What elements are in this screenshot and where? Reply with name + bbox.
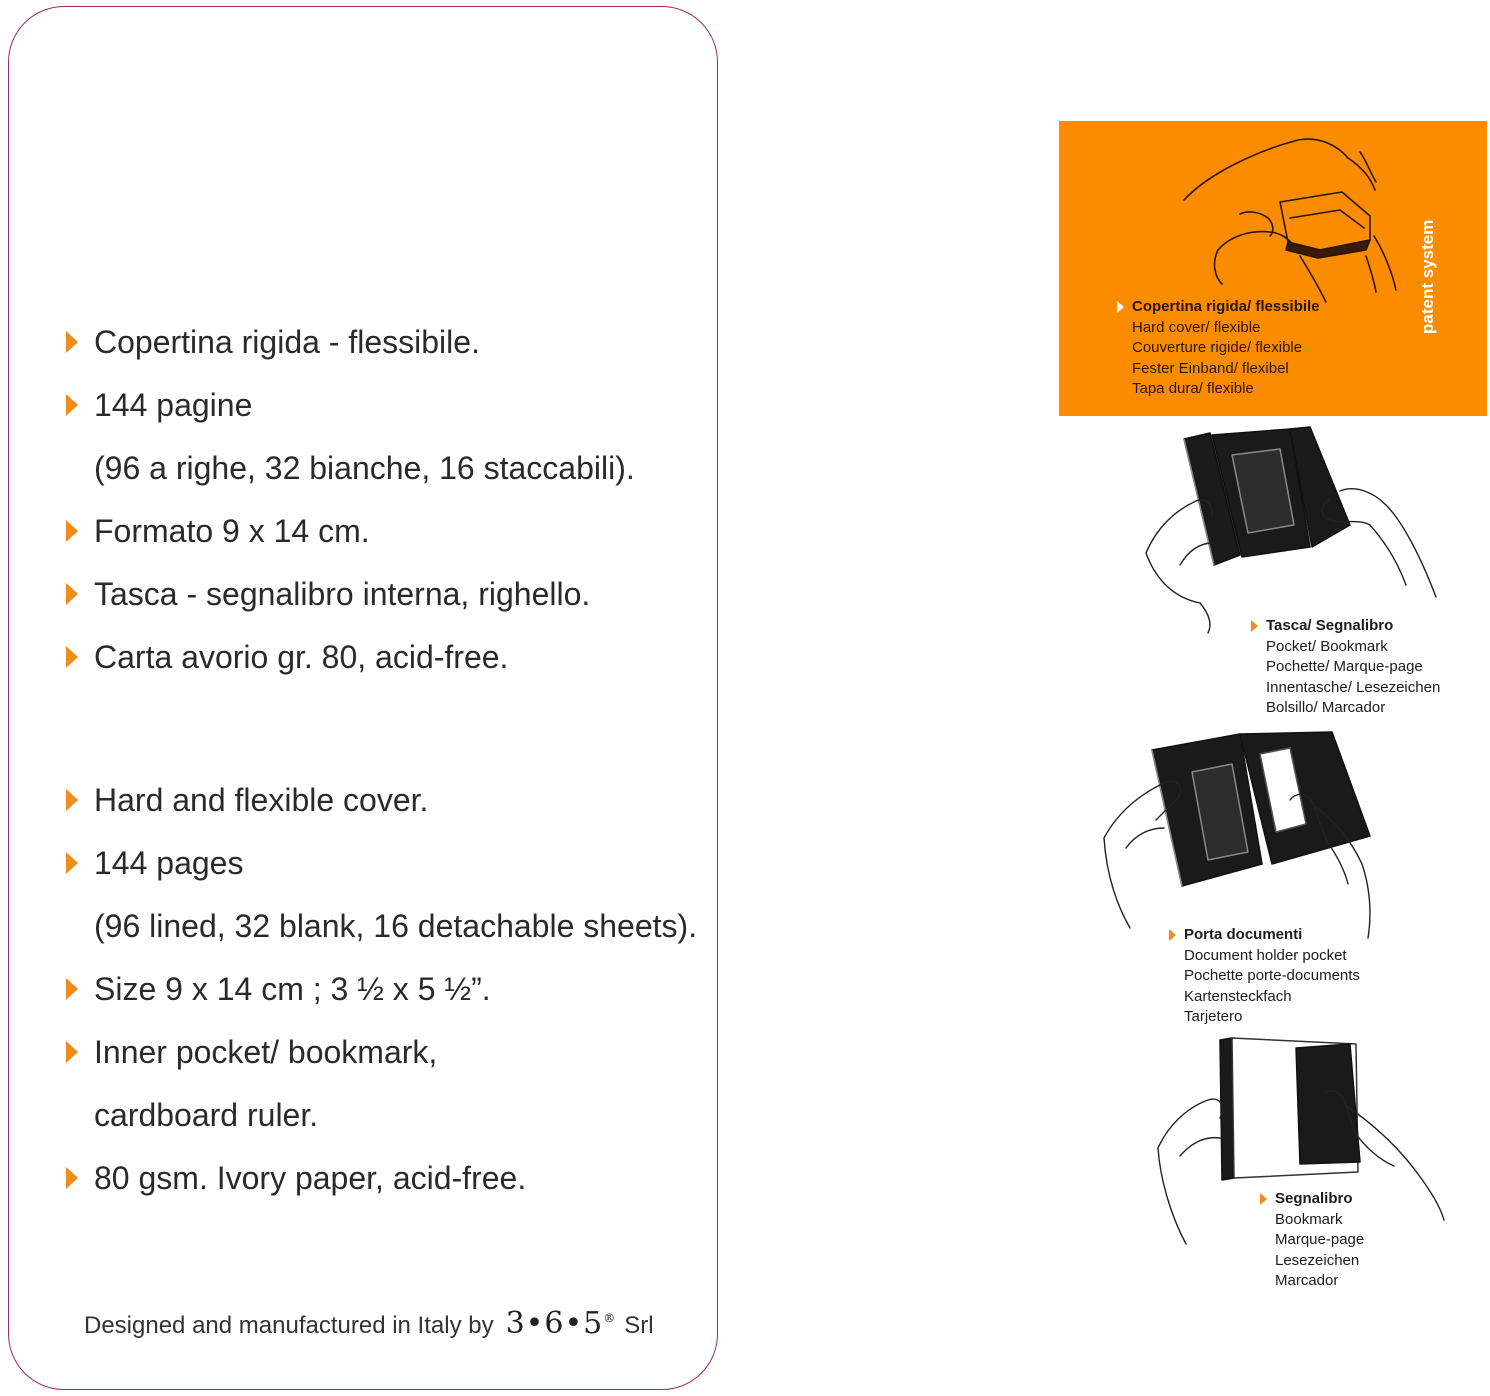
- bullet-arrow-icon: [66, 646, 78, 668]
- pocket-caption-line: Bolsillo/ Marcador: [1266, 699, 1386, 716]
- cover-caption-line: Fester Einband/ flexibel: [1132, 359, 1289, 377]
- cover-heading-text: Copertina rigida/ flessibile: [1132, 298, 1320, 315]
- bullet-arrow-icon: [66, 331, 78, 353]
- spec-item: [60, 374, 700, 437]
- bookmark-caption: [1275, 1189, 1364, 1292]
- documents-caption-line: Tarjetero: [1184, 1008, 1243, 1025]
- spec-item-text: Formato 9 x 14 cm.: [94, 513, 370, 549]
- documents-caption-line: Kartensteckfach: [1184, 987, 1292, 1005]
- documents-caption-line: Pochette porte-documents: [1184, 967, 1360, 984]
- spec-item: [60, 311, 700, 374]
- spec-item: [60, 1021, 700, 1084]
- hands-document-holder-illustration: [1100, 728, 1380, 943]
- spec-item-text: Tasca - segnalibro interna, righello.: [94, 576, 591, 612]
- cover-caption-line: Couverture rigide/ flexible: [1132, 339, 1303, 356]
- bookmark-heading-text: Segnalibro: [1275, 1190, 1353, 1207]
- bookmark-caption-line: Bookmark: [1275, 1210, 1343, 1228]
- cover-caption-line: Tapa dura/ flexible: [1132, 380, 1254, 397]
- bullet-arrow-icon: [66, 520, 78, 542]
- documents-caption: [1184, 925, 1360, 1028]
- bookmark-caption-line: Lesezeichen: [1275, 1251, 1360, 1269]
- spec-item-text: (96 a righe, 32 bianche, 16 staccabili).: [94, 450, 635, 486]
- bullet-arrow-icon: [66, 978, 78, 1000]
- spec-item: [60, 958, 700, 1021]
- spec-item-text: Copertina rigida - flessibile.: [94, 324, 480, 360]
- spec-item-text: Inner pocket/ bookmark,: [94, 1034, 438, 1070]
- cover-caption: [1132, 297, 1320, 400]
- brand-logo: [506, 1306, 617, 1341]
- bullet-arrow-icon: [66, 1041, 78, 1063]
- bullet-arrow-icon: [66, 394, 78, 416]
- spec-item-text: Size 9 x 14 cm ; 3 ½ x 5 ½”.: [94, 971, 491, 1007]
- spec-list-english: [60, 769, 700, 1210]
- registered-mark: ®: [603, 1311, 617, 1325]
- bullet-arrow-icon: [66, 852, 78, 874]
- spec-list-italian: [60, 311, 700, 689]
- spec-item-text: Carta avorio gr. 80, acid-free.: [94, 639, 509, 675]
- spec-item: [60, 626, 700, 689]
- spec-item: [60, 895, 700, 958]
- manufacturer-footer: [84, 1306, 654, 1341]
- pocket-caption: [1266, 616, 1440, 719]
- caption-arrow-icon: [1260, 1193, 1267, 1205]
- bullet-arrow-icon: [66, 583, 78, 605]
- spec-item: [60, 1084, 700, 1147]
- caption-arrow-icon: [1117, 301, 1124, 313]
- spec-item-text: 80 gsm. Ivory paper, acid-free.: [94, 1160, 527, 1196]
- bookmark-caption-heading: [1275, 1189, 1364, 1210]
- caption-arrow-icon: [1169, 929, 1176, 941]
- caption-arrow-icon: [1251, 620, 1258, 632]
- documents-caption-line: Document holder pocket: [1184, 946, 1347, 964]
- spec-item: [60, 832, 700, 895]
- spec-item-text: (96 lined, 32 blank, 16 detachable sheets).: [94, 908, 698, 944]
- spec-item: [60, 437, 700, 500]
- pocket-caption-line: Innentasche/ Lesezeichen: [1266, 678, 1441, 696]
- pocket-caption-line: Pochette/ Marque-page: [1266, 658, 1423, 675]
- cover-caption-heading: [1132, 297, 1320, 318]
- spec-item-text: 144 pagine: [94, 387, 253, 423]
- pocket-caption-heading: [1266, 616, 1440, 637]
- patent-system-badge: [1412, 196, 1442, 336]
- footer-suffix: Srl: [624, 1312, 654, 1339]
- spec-item: [60, 1147, 700, 1210]
- spec-item-text: Hard and flexible cover.: [94, 782, 429, 818]
- bullet-arrow-icon: [66, 789, 78, 811]
- bookmark-caption-line: Marcador: [1275, 1272, 1339, 1289]
- documents-caption-heading: [1184, 925, 1360, 946]
- cover-caption-line: Hard cover/ flexible: [1132, 318, 1261, 336]
- hands-pocket-illustration: [1140, 425, 1440, 635]
- patent-system-text: patent system: [1418, 219, 1437, 334]
- documents-heading-text: Porta documenti: [1184, 926, 1303, 943]
- spec-item: [60, 563, 700, 626]
- footer-text: Designed and manufactured in Italy by: [84, 1312, 494, 1339]
- bookmark-caption-line: Marque-page: [1275, 1231, 1365, 1248]
- pocket-heading-text: Tasca/ Segnalibro: [1266, 617, 1394, 634]
- brand-logo-text: 3•6•5: [505, 1306, 604, 1341]
- spec-item: [60, 500, 700, 563]
- spec-item-text: 144 pages: [94, 845, 244, 881]
- spec-item-text: cardboard ruler.: [94, 1097, 319, 1133]
- bullet-arrow-icon: [66, 1167, 78, 1189]
- spec-item: [60, 769, 700, 832]
- pocket-caption-line: Pocket/ Bookmark: [1266, 637, 1388, 655]
- hands-flexing-cover-illustration: [1170, 132, 1410, 312]
